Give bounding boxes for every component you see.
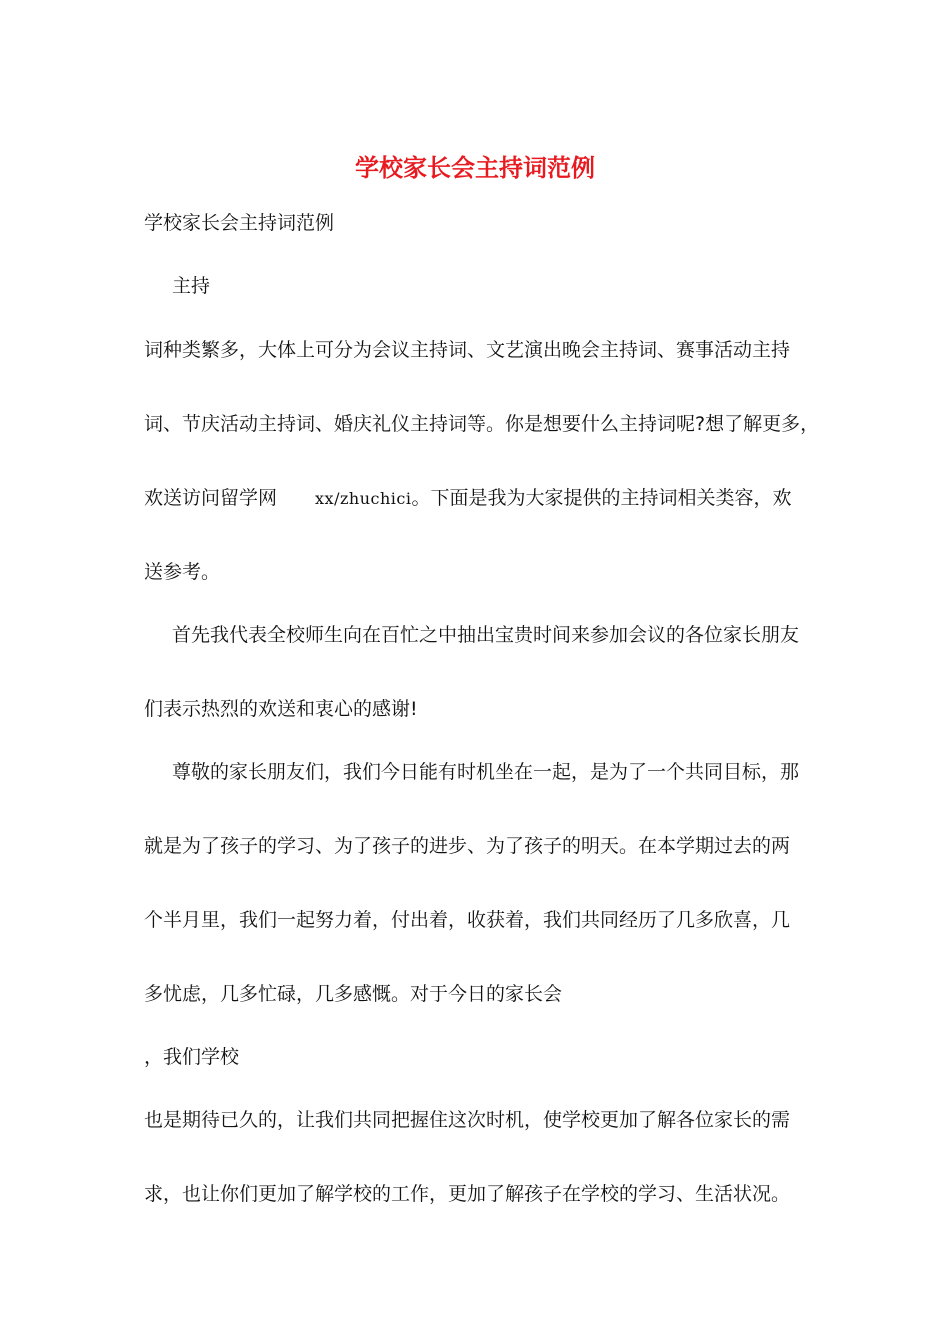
paragraph-line: 词种类繁多，大体上可分为会议主持词、文艺演出晚会主持词、赛事活动主持 xyxy=(144,339,791,361)
paragraph-line: ，我们学校 xyxy=(144,1046,240,1068)
welcome-prefix: 欢送访问留学网 xyxy=(144,487,278,509)
paragraph-line: 个半月里，我们一起努力着，付出着，收获着，我们共同经历了几多欣喜，几 xyxy=(144,909,791,931)
document-subtitle: 学校家长会主持词范例 xyxy=(144,212,335,234)
paragraph-line: 多忧虑，几多忙碌，几多感慨。对于今日的家长会 xyxy=(144,983,563,1005)
welcome-line xyxy=(144,485,791,512)
paragraph-line: 们表示热烈的欢送和衷心的感谢! xyxy=(144,698,418,720)
document-title: 学校家长会主持词范例 xyxy=(355,153,595,182)
paragraph-line: 就是为了孩子的学习、为了孩子的进步、为了孩子的明天。在本学期过去的两 xyxy=(144,835,791,857)
website-link[interactable]: xx/zhuchici xyxy=(315,489,412,508)
welcome-suffix: 。下面是我为大家提供的主持词相关类容，欢 xyxy=(411,487,792,509)
paragraph-line: 尊敬的家长朋友们，我们今日能有时机坐在一起，是为了一个共同目标，那 xyxy=(172,761,800,783)
paragraph-line: 词、节庆活动主持词、婚庆礼仪主持词等。你是想要什么主持词呢?想了解更多， xyxy=(144,413,820,435)
paragraph-line: 首先我代表全校师生向在百忙之中抽出宝贵时间来参加会议的各位家长朋友 xyxy=(172,624,800,646)
paragraph-line: 送参考。 xyxy=(144,561,221,583)
paragraph-line: 主持 xyxy=(172,275,211,297)
paragraph-line: 求，也让你们更加了解学校的工作，更加了解孩子在学校的学习、生活状况。 xyxy=(144,1183,791,1205)
paragraph-line: 也是期待已久的，让我们共同把握住这次时机，使学校更加了解各位家长的需 xyxy=(144,1109,791,1131)
